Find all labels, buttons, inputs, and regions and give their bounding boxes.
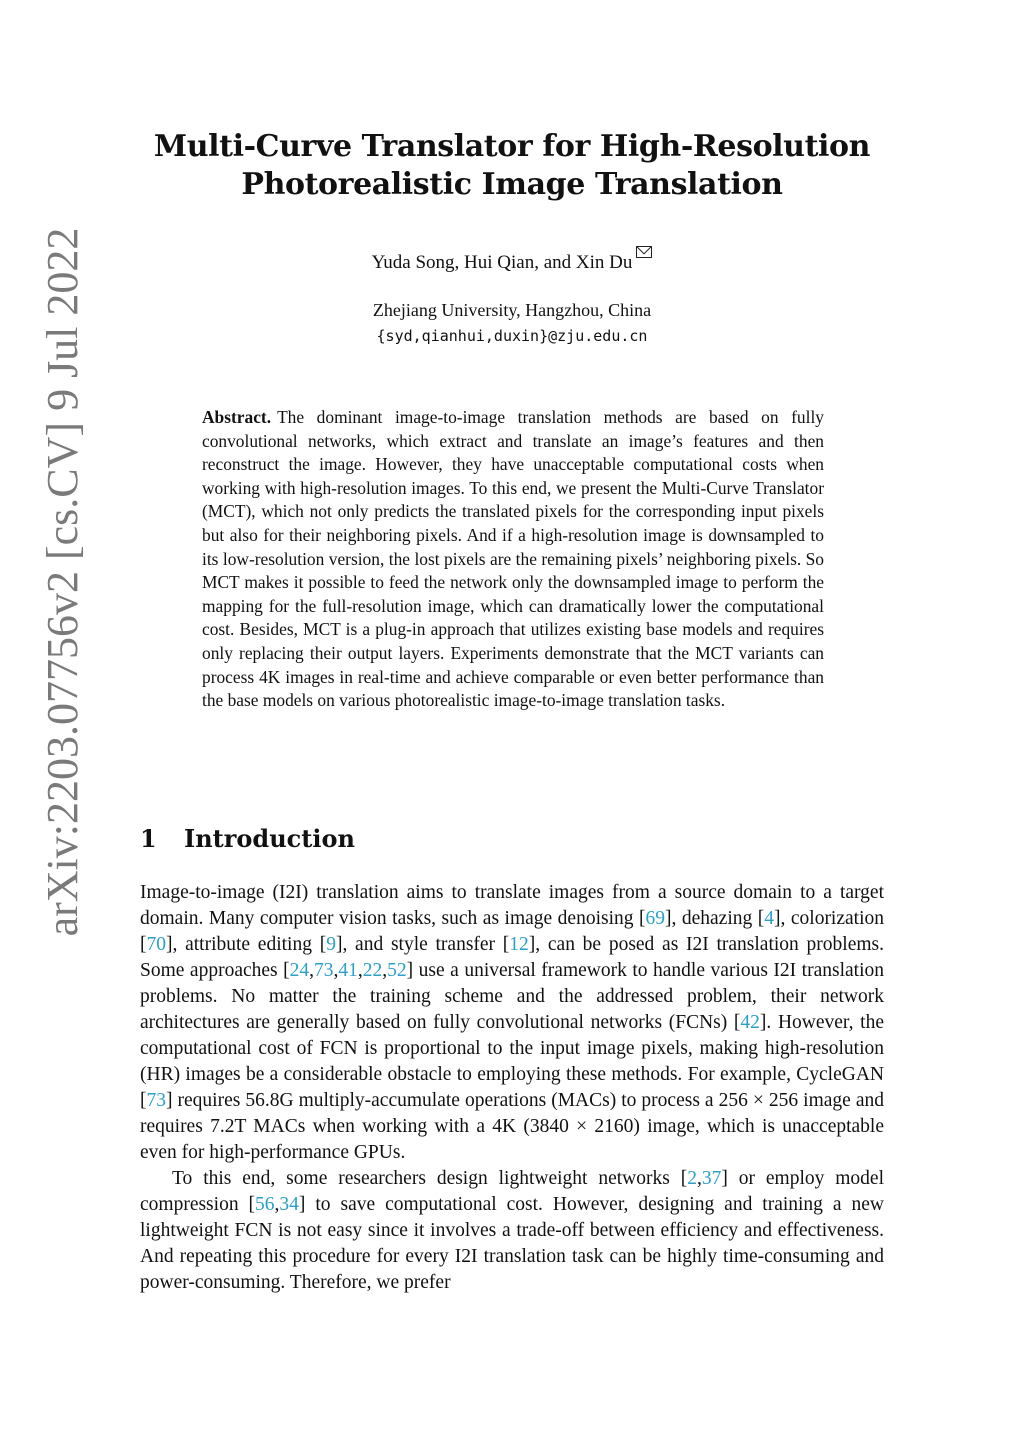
title-line-2: Photorealistic Image Translation bbox=[241, 167, 783, 202]
text-run: ], can be posed as I2I translation problems. Some approaches [ bbox=[140, 934, 884, 981]
text-run: Image-to-image (I2I) translation aims to translate images from a source domain to a target domain. Many computer vision tasks, such as image denoising [ bbox=[140, 882, 884, 929]
text-run: , bbox=[274, 1194, 280, 1215]
intro-paragraph-1 bbox=[140, 880, 884, 1166]
citation-link[interactable]: 2 bbox=[687, 1168, 697, 1189]
citation-link[interactable]: 9 bbox=[326, 934, 336, 955]
email-address: {syd,qianhui,duxin}@zju.edu.cn bbox=[376, 327, 648, 345]
citation-link[interactable]: 70 bbox=[146, 934, 166, 955]
author-list bbox=[150, 250, 874, 276]
abstract-text: The dominant image-to-image translation methods are based on fully convolutional networks, which extract and translate an image’s features and then reconstruct the image. However, they have unacceptable computational costs when working with high-resolution images. To this end, we present the Multi-Curve Translator (MCT), which not only predicts the translated pixels for the corresponding input pixels but also for their neighboring pixels. And if a high-resolution image is downsampled to its low-resolution version, the lost pixels are the remaining pixels’ neighboring pixels. So MCT makes it possible to feed the network only the downsampled image to perform the mapping for the full-resolution image, which can dramatically lower the computational cost. Besides, MCT is a plug-in approach that utilizes existing base models and requires only replacing their output layers. Experiments demonstrate that the MCT variants can process 4K images in real-time and achieve comparable or even better performance than the base models on various photorealistic image-to-image translation tasks. bbox=[202, 407, 824, 711]
section-number: 1 bbox=[140, 824, 157, 853]
citation-link[interactable]: 69 bbox=[645, 908, 665, 929]
text-run: ] requires 56.8G multiply-accumulate operations (MACs) to process a 256 × 256 image and requires 7.2T MACs when working with a 4K (3840 × 2160) image, which is unacceptable even for high-performance GPUs. bbox=[140, 1090, 884, 1163]
text-run: To this end, some researchers design lightweight networks [ bbox=[172, 1168, 688, 1189]
citation-link[interactable]: 4 bbox=[764, 908, 774, 929]
citation-link[interactable]: 73 bbox=[146, 1090, 166, 1111]
text-run: , bbox=[382, 960, 388, 981]
citation-link[interactable]: 12 bbox=[509, 934, 529, 955]
introduction-body bbox=[140, 880, 884, 1296]
citation-link[interactable]: 42 bbox=[740, 1012, 760, 1033]
citation-link[interactable]: 41 bbox=[338, 960, 358, 981]
text-run: ] use a universal framework to handle various I2I translation problems. No matter the training scheme and the addressed problem, their network architectures are generally based on fully convolutional networks (FCNs) [ bbox=[140, 960, 884, 1033]
text-run: ], and style transfer [ bbox=[335, 934, 510, 955]
citation-link[interactable]: 73 bbox=[314, 960, 334, 981]
citation-link[interactable]: 24 bbox=[289, 960, 310, 981]
text-run: ], attribute editing [ bbox=[166, 934, 327, 955]
section-heading bbox=[140, 824, 355, 853]
arxiv-stamp: arXiv:2203.07756v2 [cs.CV] 9 Jul 2022 bbox=[38, 227, 87, 937]
section-title: Introduction bbox=[184, 824, 355, 853]
citation-link[interactable]: 37 bbox=[701, 1168, 722, 1189]
authors-text: Yuda Song, Hui Qian, and Xin Du bbox=[371, 252, 633, 273]
text-run: , bbox=[357, 960, 363, 981]
text-run: , bbox=[309, 960, 315, 981]
text-run: ]. However, the computational cost of FCN is proportional to the input image pixels, making high-resolution (HR) images be a considerable obstacle to employing these methods. For example, CycleGAN [ bbox=[140, 1012, 884, 1111]
citation-link[interactable]: 52 bbox=[387, 960, 407, 981]
intro-paragraph-2 bbox=[140, 1166, 884, 1296]
text-run: ] to save computational cost. However, designing and training a new lightweight FCN is not easy since it involves a trade-off between efficiency and effectiveness. And repeating this procedure for every I2I translation task can be highly time-consuming and power-consuming. Therefore, we prefer bbox=[140, 1194, 884, 1293]
citation-link[interactable]: 22 bbox=[362, 960, 383, 981]
text-run: ], colorization [ bbox=[140, 908, 884, 955]
envelope-icon bbox=[636, 246, 652, 258]
citation-link[interactable]: 34 bbox=[279, 1194, 299, 1215]
text-run: ] or employ model compression [ bbox=[140, 1168, 884, 1215]
affiliation-block bbox=[150, 297, 874, 349]
title-line-1: Multi-Curve Translator for High-Resolution bbox=[153, 129, 871, 164]
affiliation: Zhejiang University, Hangzhou, China bbox=[372, 300, 652, 320]
abstract-label: Abstract. bbox=[202, 407, 272, 427]
citation-link[interactable]: 56 bbox=[255, 1194, 275, 1215]
text-run: , bbox=[333, 960, 339, 981]
text-run: , bbox=[696, 1168, 702, 1189]
text-run: ], dehazing [ bbox=[665, 908, 765, 929]
paper-title bbox=[150, 128, 874, 204]
abstract bbox=[202, 406, 824, 713]
